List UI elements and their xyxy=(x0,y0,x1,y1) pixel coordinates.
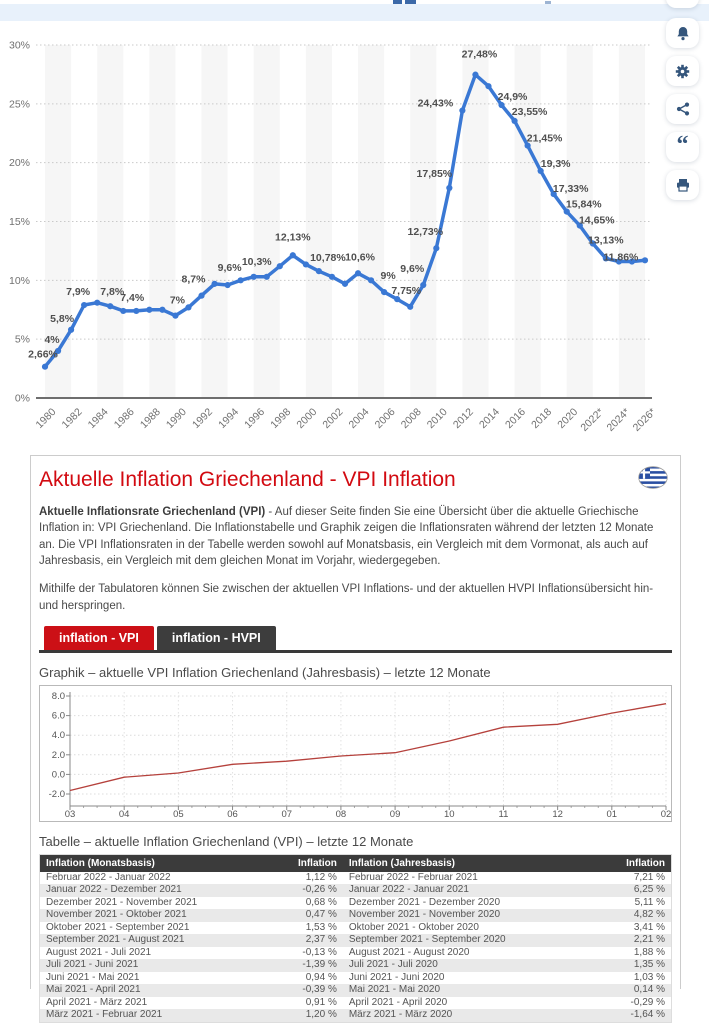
period-cell: Dezember 2021 - November 2021 xyxy=(46,896,198,908)
inflation-value-cell: -1,64 % xyxy=(630,1009,665,1021)
svg-text:1980: 1980 xyxy=(33,406,59,432)
svg-text:7,75%: 7,75% xyxy=(391,284,422,297)
tabs-hint-paragraph: Mithilfe der Tabulatoren können Sie zwischen der aktuellen VPI Inflations- und der aktuellen HVPI Inflationsübersicht hin- und herspringen. xyxy=(39,583,654,612)
svg-text:1994: 1994 xyxy=(216,406,242,432)
table-head xyxy=(40,854,672,872)
svg-text:14,65%: 14,65% xyxy=(578,214,615,227)
period-cell: Juli 2021 - Juni 2021 xyxy=(46,959,139,971)
period-cell: Januar 2022 - Januar 2021 xyxy=(348,884,469,896)
inflation-tabbar xyxy=(39,626,672,653)
svg-text:13,13%: 13,13% xyxy=(588,234,624,247)
svg-text:2016: 2016 xyxy=(503,406,529,432)
table-header-cell: Inflation (Jahresbasis) xyxy=(343,854,583,872)
svg-text:9,6%: 9,6% xyxy=(400,263,425,276)
inflation-value-cell: 1,35 % xyxy=(633,959,665,971)
svg-text:1998: 1998 xyxy=(268,406,294,432)
greece-flag-icon xyxy=(638,466,668,494)
svg-text:19,3%: 19,3% xyxy=(540,157,571,170)
mini-chart-box xyxy=(39,685,672,822)
inflation-value-cell: 0,14 % xyxy=(633,984,665,996)
inflation-value-cell: 0,68 % xyxy=(305,896,337,908)
svg-text:10,78%: 10,78% xyxy=(310,252,346,265)
svg-text:02: 02 xyxy=(660,808,672,820)
svg-text:1996: 1996 xyxy=(242,406,268,432)
table-row xyxy=(40,909,672,922)
svg-text:1982: 1982 xyxy=(59,406,85,432)
svg-text:7,8%: 7,8% xyxy=(100,286,125,299)
svg-text:-2.0: -2.0 xyxy=(48,788,65,800)
svg-text:0%: 0% xyxy=(14,392,30,405)
svg-text:10,6%: 10,6% xyxy=(345,251,375,264)
table-header-cell: Inflation xyxy=(273,854,343,872)
svg-text:2020: 2020 xyxy=(555,406,581,432)
table-row xyxy=(40,972,672,985)
svg-text:08: 08 xyxy=(335,808,347,820)
svg-text:4.0: 4.0 xyxy=(51,730,65,742)
table-row xyxy=(40,884,672,897)
svg-text:23,55%: 23,55% xyxy=(511,105,548,118)
y-gridlines xyxy=(36,45,652,398)
inflation-line-series xyxy=(70,704,666,791)
gear-icon xyxy=(675,64,690,79)
svg-text:25%: 25% xyxy=(8,98,30,111)
svg-text:12: 12 xyxy=(552,808,563,820)
table-row xyxy=(40,934,672,947)
inflation-value-cell: 6,25 % xyxy=(633,884,665,896)
svg-text:2024*: 2024* xyxy=(604,406,633,434)
svg-text:09: 09 xyxy=(389,808,401,820)
svg-text:12,13%: 12,13% xyxy=(275,231,311,244)
svg-text:1990: 1990 xyxy=(163,406,189,432)
period-cell: April 2021 - April 2020 xyxy=(348,996,448,1008)
printer-icon xyxy=(676,178,690,192)
svg-text:2000: 2000 xyxy=(294,406,320,432)
inflation-value-cell: 3,41 % xyxy=(633,921,665,933)
period-cell: August 2021 - August 2020 xyxy=(348,946,470,958)
svg-text:24,43%: 24,43% xyxy=(417,97,454,110)
period-cell: Februar 2022 - Februar 2021 xyxy=(348,871,478,883)
svg-text:7,9%: 7,9% xyxy=(66,286,91,299)
svg-text:04: 04 xyxy=(118,808,130,820)
svg-text:20%: 20% xyxy=(8,157,30,170)
table-header-cell: Inflation (Monatsbasis) xyxy=(40,854,274,872)
table-row xyxy=(40,1009,672,1022)
intro-lead: Aktuelle Inflationsrate Griechenland (VPI) xyxy=(39,506,266,518)
svg-text:10: 10 xyxy=(443,808,455,820)
svg-text:9%: 9% xyxy=(380,270,396,283)
svg-text:10%: 10% xyxy=(8,274,30,287)
period-cell: Mai 2021 - Mai 2020 xyxy=(348,984,441,996)
svg-text:11,86%: 11,86% xyxy=(603,251,639,264)
page-title: Aktuelle Inflation Griechenland - VPI Inflation xyxy=(39,468,456,491)
svg-text:2018: 2018 xyxy=(529,406,555,432)
period-cell: Juli 2021 - Juli 2020 xyxy=(348,959,438,971)
inflation-value-cell: -0,26 % xyxy=(302,884,337,896)
inflation-value-cell: -0,39 % xyxy=(302,984,337,996)
period-cell: August 2021 - Juli 2021 xyxy=(46,946,152,958)
svg-text:2022*: 2022* xyxy=(578,406,607,434)
svg-text:6.0: 6.0 xyxy=(51,710,65,722)
period-cell: Oktober 2021 - Oktober 2020 xyxy=(348,921,479,933)
period-cell: September 2021 - September 2020 xyxy=(348,934,506,946)
table-body xyxy=(40,872,672,1023)
table-row xyxy=(40,872,672,885)
intro-text: - Auf dieser Seite finden Sie eine Übersicht über die aktuelle Griechische Inflation in: VPI Griechenland. Die Inflationstabelle und Graphik zeigen die Inflationsraten während der letzten 12 Monate an. Die VPI Inflationsraten in der Tabelle werden sowohl auf Monatsbasis, ein Vergleich mit dem Vormonat, als auch auf Jahresbasis, ein Vergleich mit dem gleichen Monat im Vorjahr, wiedergegeben. xyxy=(39,506,654,567)
cite-button[interactable] xyxy=(666,132,699,162)
svg-text:15%: 15% xyxy=(8,216,30,228)
inflation-value-cell: 5,11 % xyxy=(634,896,665,908)
svg-text:06: 06 xyxy=(227,808,238,820)
inflation-value-cell: 7,21 % xyxy=(633,871,665,883)
svg-text:7%: 7% xyxy=(169,294,186,307)
x-axis-labels xyxy=(33,406,658,434)
svg-text:01: 01 xyxy=(606,808,618,820)
y-axis-labels xyxy=(9,40,30,405)
inflation-value-cell: 4,82 % xyxy=(633,909,665,921)
svg-text:2.0: 2.0 xyxy=(51,749,65,761)
table-row xyxy=(40,959,672,972)
period-cell: Juni 2021 - Mai 2021 xyxy=(46,971,140,983)
svg-text:2014: 2014 xyxy=(476,406,502,432)
settings-button[interactable] xyxy=(666,56,699,86)
svg-text:30%: 30% xyxy=(8,39,30,52)
svg-text:8.0: 8.0 xyxy=(51,690,65,702)
svg-text:4%: 4% xyxy=(44,333,60,346)
inflation-value-cell: 0,47 % xyxy=(305,909,337,921)
inflation-value-cell: 1,20 % xyxy=(305,1009,337,1021)
svg-text:1984: 1984 xyxy=(85,406,111,432)
inflation-value-cell: 1,03 % xyxy=(633,971,665,983)
intro-paragraph xyxy=(39,504,672,569)
svg-text:2004: 2004 xyxy=(346,406,372,432)
svg-text:11: 11 xyxy=(498,808,509,820)
inflation-value-cell: 1,53 % xyxy=(305,921,337,933)
print-button[interactable] xyxy=(666,170,699,200)
bell-icon xyxy=(676,26,690,41)
table-row xyxy=(40,997,672,1010)
table-row xyxy=(40,922,672,935)
inflation-value-cell: -0,13 % xyxy=(302,946,337,958)
graph-heading: Graphik – aktuelle VPI Inflation Griechenland (Jahresbasis) – letzte 12 Monate xyxy=(39,664,491,680)
inflation-value-cell: 2,37 % xyxy=(305,934,337,946)
svg-text:07: 07 xyxy=(281,808,293,820)
period-cell: November 2021 - Oktober 2021 xyxy=(46,909,187,921)
svg-text:2002: 2002 xyxy=(320,406,346,432)
period-cell: Mai 2021 - April 2021 xyxy=(46,984,141,996)
quote-icon: “ xyxy=(676,132,689,158)
svg-text:7,4%: 7,4% xyxy=(120,291,145,304)
period-cell: Februar 2022 - Januar 2022 xyxy=(46,871,171,883)
svg-text:0.0: 0.0 xyxy=(51,769,65,781)
svg-text:2008: 2008 xyxy=(398,406,424,432)
inflation-value-cell: 0,91 % xyxy=(305,996,337,1008)
tab-inflation-hvpi[interactable]: inflation - HVPI xyxy=(157,626,276,650)
data-point-markers xyxy=(42,72,648,370)
tab-inflation-vpi[interactable]: inflation - VPI xyxy=(44,626,154,650)
table-row xyxy=(40,897,672,910)
svg-text:2,66%: 2,66% xyxy=(28,348,58,361)
alerts-button[interactable] xyxy=(666,18,699,48)
period-cell: Juni 2021 - Juni 2020 xyxy=(348,971,445,983)
article-card xyxy=(30,455,681,1021)
inflation-value-cell: 2,21 % xyxy=(633,934,665,946)
share-button[interactable] xyxy=(666,94,699,124)
period-cell: Dezember 2021 - Dezember 2020 xyxy=(348,896,501,908)
svg-text:15,84%: 15,84% xyxy=(565,198,602,211)
svg-text:5,8%: 5,8% xyxy=(50,312,75,325)
period-cell: September 2021 - August 2021 xyxy=(46,934,185,946)
svg-text:24,9%: 24,9% xyxy=(497,91,528,104)
svg-text:2012: 2012 xyxy=(450,406,476,432)
period-cell: Oktober 2021 - September 2021 xyxy=(46,921,190,933)
inflation-value-cell: -0,29 % xyxy=(630,996,665,1008)
svg-text:27,48%: 27,48% xyxy=(461,48,498,61)
svg-text:9,6%: 9,6% xyxy=(217,262,242,275)
svg-text:05: 05 xyxy=(173,808,184,820)
svg-text:03: 03 xyxy=(64,808,76,820)
svg-text:8,7%: 8,7% xyxy=(181,273,206,286)
svg-text:17,85%: 17,85% xyxy=(416,167,453,180)
svg-text:1986: 1986 xyxy=(111,406,137,432)
table-heading: Tabelle – aktuelle Inflation Griechenland (VPI) – letzte 12 Monate xyxy=(39,833,414,849)
inflation-value-cell: 1,88 % xyxy=(633,946,665,958)
period-cell: November 2021 - November 2020 xyxy=(348,909,501,921)
share-icon xyxy=(676,102,690,116)
table-row xyxy=(40,947,672,960)
svg-text:12,73%: 12,73% xyxy=(407,226,444,239)
svg-text:5%: 5% xyxy=(14,333,30,346)
svg-text:1992: 1992 xyxy=(190,406,216,432)
svg-text:2006: 2006 xyxy=(372,406,398,432)
table-row xyxy=(40,984,672,997)
period-cell: Januar 2022 - Dezember 2021 xyxy=(46,884,182,896)
svg-text:21,45%: 21,45% xyxy=(526,132,563,145)
period-cell: April 2021 - März 2021 xyxy=(46,996,148,1008)
table-header-cell: Inflation xyxy=(583,854,672,872)
svg-text:17,33%: 17,33% xyxy=(552,183,589,196)
inflation-value-cell: -1,39 % xyxy=(302,959,337,971)
period-cell: März 2021 - März 2020 xyxy=(348,1009,453,1021)
inflation-value-cell: 1,12 % xyxy=(305,871,337,883)
svg-text:1988: 1988 xyxy=(137,406,163,432)
inflation-value-cell: 0,94 % xyxy=(305,971,337,983)
svg-text:2026*: 2026* xyxy=(630,406,659,434)
period-cell: März 2021 - Februar 2021 xyxy=(46,1009,163,1021)
svg-text:10,3%: 10,3% xyxy=(241,255,272,268)
svg-text:2010: 2010 xyxy=(424,406,450,432)
rate-line-series xyxy=(45,75,645,367)
inflation-table xyxy=(39,854,672,1023)
rate-line-chart xyxy=(0,0,709,450)
vpi-inflation-line-chart xyxy=(40,686,673,819)
mini-gridlines xyxy=(49,691,672,820)
